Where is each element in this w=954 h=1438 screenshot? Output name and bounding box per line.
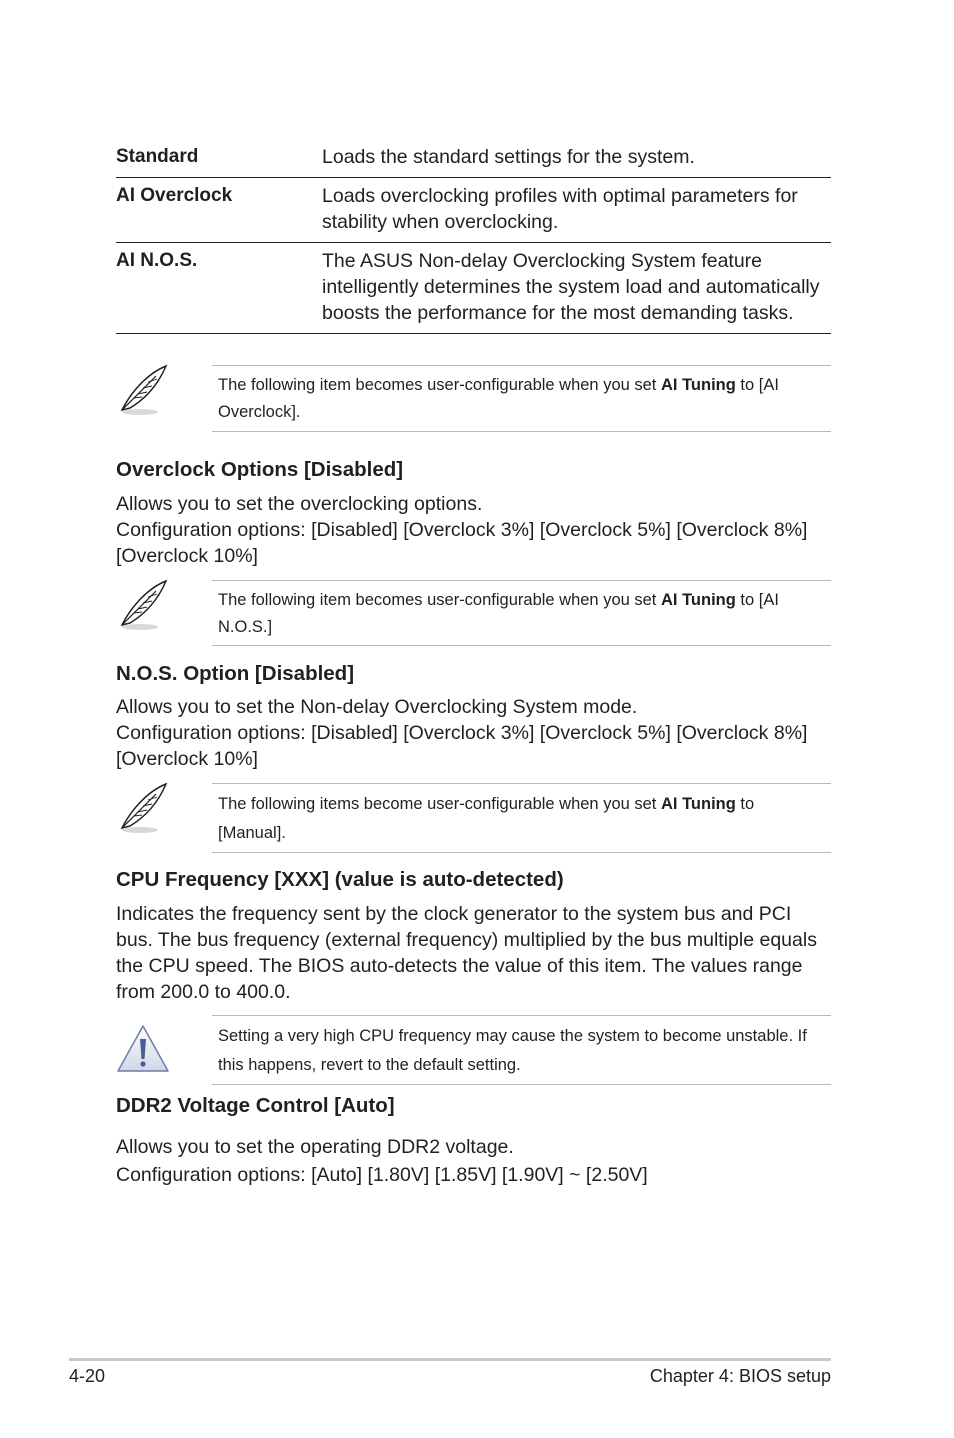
section-body-cpu: Indicates the frequency sent by the clock generator to the system bus and PCI bus. The bus frequency (external frequency) multiplied by the bus multiple equals the CPU speed. The BIOS auto-detects the value of this item. The values range from 200.0 to 400.0. xyxy=(116,903,817,1003)
footer-divider xyxy=(69,1358,831,1361)
table-row xyxy=(116,140,831,178)
note-ai-nos xyxy=(116,579,831,646)
warning-triangle-icon xyxy=(116,1023,170,1077)
page-number: 4-20 xyxy=(69,1366,106,1386)
term-standard: Standard xyxy=(116,146,199,167)
term-ai-nos: AI N.O.S. xyxy=(116,250,198,271)
section-title-cpu: CPU Frequency [XXX] (value is auto-detected) xyxy=(116,868,564,891)
table-row xyxy=(116,178,831,243)
section-title-ddr2: DDR2 Voltage Control [Auto] xyxy=(116,1094,395,1117)
warning-cpu-frequency xyxy=(116,1015,831,1085)
note-text: The following item becomes user-configurable when you set AI Tuning to [AI N.O.S.] xyxy=(212,580,831,646)
feather-pen-icon xyxy=(116,579,170,633)
feather-pen-icon xyxy=(116,782,170,836)
desc-ai-nos: The ASUS Non-delay Overclocking System feature intelligently determines the system load and automatically boosts the performance for the most demanding tasks. xyxy=(322,250,820,324)
section-body-overclock: Allows you to set the overclocking options. Configuration options: [Disabled] [Overclock 3%] [Overclock 5%] [Overclock 8%] [Overclock 10%] xyxy=(116,493,808,567)
section-body-ddr2: Allows you to set the operating DDR2 voltage. Configuration options: [Auto] [1.80V] [1.85V] [1.90V] ~ [2.50V] xyxy=(116,1136,648,1186)
options-table xyxy=(116,140,831,334)
term-ai-overclock: AI Overclock xyxy=(116,185,233,206)
feather-pen-icon xyxy=(116,364,170,418)
note-text: The following items become user-configurable when you set AI Tuning to [Manual]. xyxy=(212,783,831,853)
section-body-nos: Allows you to set the Non-delay Overclocking System mode. Configuration options: [Disabled] [Overclock 3%] [Overclock 5%] [Overclock 8%] [Overclock 10%] xyxy=(116,696,808,770)
desc-standard: Loads the standard settings for the system. xyxy=(322,146,695,168)
note-text: The following item becomes user-configurable when you set AI Tuning to [AI Overclock]. xyxy=(212,365,831,432)
desc-ai-overclock: Loads overclocking profiles with optimal parameters for stability when overclocking. xyxy=(322,185,798,233)
table-row xyxy=(116,243,831,334)
chapter-title: Chapter 4: BIOS setup xyxy=(649,1366,831,1386)
note-ai-overclock xyxy=(116,364,831,432)
section-title-nos: N.O.S. Option [Disabled] xyxy=(116,662,355,685)
warning-text: Setting a very high CPU frequency may cause the system to become unstable. If this happens, revert to the default setting. xyxy=(212,1015,831,1085)
section-title-overclock: Overclock Options [Disabled] xyxy=(116,458,404,481)
note-manual xyxy=(116,782,831,853)
